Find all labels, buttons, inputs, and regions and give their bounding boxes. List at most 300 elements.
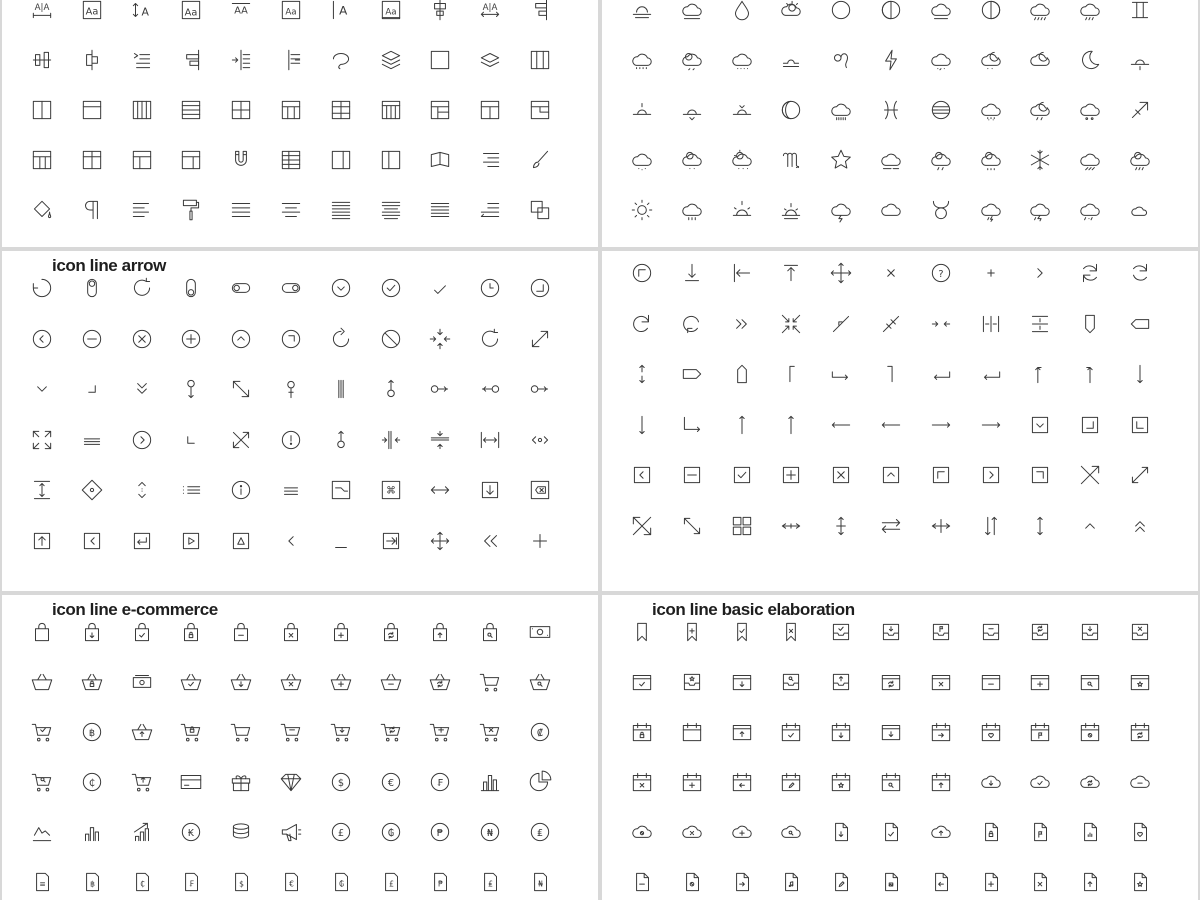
circle-chevron-left-icon — [29, 326, 55, 352]
chart-bars-icon — [477, 769, 503, 795]
svg-text:₣: ₣ — [437, 777, 444, 789]
dollar-coin-icon — [328, 769, 354, 795]
svg-text:₲: ₲ — [338, 879, 344, 889]
inbox-check-icon — [828, 619, 854, 645]
bookmark-check-icon — [729, 619, 755, 645]
circle-arrow-corner-icon — [278, 326, 304, 352]
scorpio-icon — [778, 147, 804, 173]
sunset-down-icon — [729, 97, 755, 123]
svg-text:₡: ₡ — [536, 727, 544, 739]
basket-x-icon — [278, 669, 304, 695]
calendar-heart-icon — [978, 719, 1004, 745]
inbox-refresh-icon — [1027, 619, 1053, 645]
toggle-off-icon — [228, 275, 254, 301]
chevron-up-icon — [1077, 513, 1103, 539]
grid-icon — [729, 513, 755, 539]
file-left-icon — [928, 869, 954, 895]
circle-arrow-out-icon — [527, 376, 553, 402]
square-corner-left-icon — [1127, 412, 1153, 438]
svg-text:₣: ₣ — [189, 879, 195, 889]
arrows-diverge-icon — [629, 513, 655, 539]
moon-half-icon — [878, 0, 904, 23]
split-horizontal-icon — [378, 427, 404, 453]
moon-new-icon — [828, 0, 854, 23]
svg-text:Aa: Aa — [285, 7, 297, 18]
raindrop-icon — [729, 0, 755, 23]
arrow-left-dashed-icon — [878, 412, 904, 438]
calendar-edit-icon — [778, 769, 804, 795]
gemini-icon — [1127, 0, 1153, 23]
backspace-icon — [527, 477, 553, 503]
bag-up-icon — [427, 619, 453, 645]
layout-many-col-icon — [378, 97, 404, 123]
calendar-down-icon — [828, 719, 854, 745]
cloud-upload-icon — [928, 819, 954, 845]
toggle-on-icon — [278, 275, 304, 301]
layout-header-two-icon — [79, 147, 105, 173]
file-image-icon — [878, 869, 904, 895]
align-left-text-icon — [129, 197, 155, 223]
distribute-left-icon — [29, 47, 55, 73]
layout-sidebar-icon — [527, 97, 553, 123]
receipt-dollar-icon — [228, 869, 254, 895]
inbox-up-icon — [828, 669, 854, 695]
browser-x-icon — [928, 669, 954, 695]
resize-diagonal-icon — [228, 376, 254, 402]
svg-text:₱: ₱ — [438, 879, 444, 889]
layout-cross-icon — [328, 97, 354, 123]
taurus-icon — [928, 197, 954, 223]
toggle-up-icon — [79, 275, 105, 301]
naira-coin-icon — [477, 819, 503, 845]
svg-text:₤: ₤ — [536, 827, 544, 839]
cloud-moon-icon — [1027, 47, 1053, 73]
file-edit-icon — [828, 869, 854, 895]
cart-x-icon — [477, 719, 503, 745]
browser-check-icon — [629, 669, 655, 695]
arrow-left-bar-icon — [729, 260, 755, 286]
square-corner-down-icon — [1077, 412, 1103, 438]
square-tab-icon — [378, 528, 404, 554]
pie-chart-icon — [527, 769, 553, 795]
pilcrow-icon — [79, 197, 105, 223]
square-chevron-down-icon — [1027, 412, 1053, 438]
bag-down-icon — [79, 619, 105, 645]
chevron-right-icon — [1027, 260, 1053, 286]
cash-icon — [129, 669, 155, 695]
equal-lines-icon — [79, 427, 105, 453]
receipt-guarani-icon — [328, 869, 354, 895]
layout-header-right-icon — [178, 147, 204, 173]
inbox-down-icon — [878, 619, 904, 645]
justify-full-icon — [427, 197, 453, 223]
browser-down-icon — [729, 669, 755, 695]
svg-text:₲: ₲ — [387, 827, 394, 839]
cart-search-icon — [29, 769, 55, 795]
cloud-sun-rain-icon — [928, 147, 954, 173]
pin-vertical-icon — [328, 427, 354, 453]
arrow-down-thin-icon — [1127, 361, 1153, 387]
basket-lock-icon — [79, 669, 105, 695]
return-icon — [978, 361, 1004, 387]
layout-header-split-icon — [477, 97, 503, 123]
text-size-icon — [129, 0, 155, 23]
bookmark-plus-icon — [679, 619, 705, 645]
square-play-icon — [178, 528, 204, 554]
cart-down-icon — [328, 719, 354, 745]
bag-check-icon — [129, 619, 155, 645]
text-frame-small-icon — [378, 0, 404, 23]
bag-lock-icon — [178, 619, 204, 645]
toggle-down-icon — [178, 275, 204, 301]
expand-dashed-icon — [1127, 462, 1153, 488]
double-chevron-right-icon — [729, 311, 755, 337]
sun-fog-icon — [778, 0, 804, 23]
file-plus-icon — [978, 869, 1004, 895]
panel-title: icon line basic elaboration — [652, 600, 855, 619]
move-horizontal-icon — [928, 513, 954, 539]
lira-coin-icon — [527, 819, 553, 845]
cart-lock-icon — [178, 719, 204, 745]
cloud-fog-icon — [928, 0, 954, 23]
cart-up-icon — [129, 769, 155, 795]
arrows-vertical-icon — [828, 513, 854, 539]
sagittarius-icon — [1127, 97, 1153, 123]
columns-icon — [527, 47, 553, 73]
layout-header-icon — [79, 97, 105, 123]
cart-full-icon — [477, 669, 503, 695]
layer-icon — [477, 47, 503, 73]
square-up-icon — [29, 528, 55, 554]
circle-clock-icon — [477, 275, 503, 301]
circle-corner-left-icon — [629, 260, 655, 286]
inbox-flag-icon — [928, 619, 954, 645]
svg-text:A: A — [141, 5, 149, 19]
calendar-lock-icon — [629, 719, 655, 745]
receipt-peso-icon — [427, 869, 453, 895]
panel-title: icon line e-commerce — [52, 600, 218, 619]
sunrise-arrow-icon — [729, 197, 755, 223]
megaphone-icon — [278, 819, 304, 845]
credit-card-icon — [178, 769, 204, 795]
circle-chevron-right-icon — [129, 427, 155, 453]
layout-rows-icon — [178, 97, 204, 123]
moon-crescent-icon — [1077, 47, 1103, 73]
circle-chevron-down-icon — [328, 275, 354, 301]
pound-coin-icon — [328, 819, 354, 845]
receipt-euro-icon — [278, 869, 304, 895]
arrow-down-dashed-icon — [629, 412, 655, 438]
chart-bar-icon — [79, 819, 105, 845]
basket-icon — [29, 669, 55, 695]
svg-text:₱: ₱ — [437, 827, 444, 839]
cloud-plus-icon — [729, 819, 755, 845]
arrows-cross-icon — [1077, 462, 1103, 488]
star-icon — [828, 147, 854, 173]
arrows-horizontal-icon — [427, 477, 453, 503]
arrow-up-icon — [778, 412, 804, 438]
chart-line-icon — [29, 819, 55, 845]
panel-weather-icons — [602, 0, 1198, 247]
layout-four-col-icon — [129, 97, 155, 123]
file-download-icon — [828, 819, 854, 845]
layout-two-col-icon — [29, 97, 55, 123]
arrow-up-dashed-icon — [729, 412, 755, 438]
file-flag-icon — [1027, 819, 1053, 845]
collapse-diagonal-icon — [828, 311, 854, 337]
arrow-right-dashed-icon — [978, 412, 1004, 438]
inbox-download-icon — [1077, 619, 1103, 645]
basket-down-icon — [228, 669, 254, 695]
circle-alert-icon — [278, 427, 304, 453]
bracket-down-icon — [778, 361, 804, 387]
text-frame-icon — [278, 0, 304, 23]
cart-icon — [228, 719, 254, 745]
rotate-cw-icon — [129, 275, 155, 301]
layout-split-icon — [427, 97, 453, 123]
square-triangle-icon — [228, 528, 254, 554]
menu-icon — [278, 477, 304, 503]
cloud-sleet-rain-icon — [1077, 197, 1103, 223]
cloud-small-icon — [1127, 197, 1153, 223]
circle-check-icon — [378, 275, 404, 301]
cloud-rain-drops-icon — [978, 97, 1004, 123]
align-right-object-icon — [527, 0, 553, 23]
double-chevron-left-icon — [477, 528, 503, 554]
cart-check-icon — [29, 719, 55, 745]
svg-text:A|A: A|A — [482, 2, 498, 13]
circle-arrow-right-icon — [427, 376, 453, 402]
justify-dense-icon — [328, 197, 354, 223]
panel-ecommerce-icons — [2, 595, 598, 900]
sunrise-icon — [679, 97, 705, 123]
square-return-icon — [129, 528, 155, 554]
rotate-dashed-icon — [29, 275, 55, 301]
inbox-x-icon — [1127, 619, 1153, 645]
layout-table-header-icon — [278, 97, 304, 123]
code-circle-icon — [527, 427, 553, 453]
gift-icon — [228, 769, 254, 795]
panel-arrow-icons — [2, 251, 598, 591]
check-icon — [427, 275, 453, 301]
cloud-snow-light-icon — [729, 47, 755, 73]
vertical-bars-icon — [328, 376, 354, 402]
file-up-icon — [1077, 869, 1103, 895]
arrow-down-bar-icon — [679, 260, 705, 286]
bag-minus-icon — [228, 619, 254, 645]
panel-text-layout-icons — [2, 0, 598, 247]
square-x-icon — [828, 462, 854, 488]
svg-text:≡: ≡ — [39, 879, 46, 889]
bag-plus-icon — [328, 619, 354, 645]
resize-dashed-icon — [679, 513, 705, 539]
receipt-lira-icon — [477, 869, 503, 895]
cloud-sleet-icon — [928, 47, 954, 73]
arrow-down-right-icon — [679, 412, 705, 438]
magnet-icon — [228, 147, 254, 173]
expand-horizontal-icon — [477, 427, 503, 453]
arrows-horizontal-dashed-icon — [778, 513, 804, 539]
svg-text:⌘: ⌘ — [385, 485, 396, 497]
reload-dashed-icon — [679, 311, 705, 337]
layout-left-narrow-icon — [328, 147, 354, 173]
calendar-right-icon — [928, 719, 954, 745]
align-right-bar-icon — [178, 47, 204, 73]
cloud-rain-lines-icon — [828, 97, 854, 123]
svg-text:Aa: Aa — [185, 7, 198, 19]
receipt-franc-icon — [178, 869, 204, 895]
svg-text:₦: ₦ — [538, 879, 543, 889]
cloud-lightning-icon — [828, 197, 854, 223]
file-check-icon — [878, 819, 904, 845]
text-width-icon — [228, 0, 254, 23]
svg-text:AA: AA — [234, 5, 248, 17]
cloud-icon — [878, 197, 904, 223]
browser-refresh-icon — [878, 669, 904, 695]
basket-up-icon — [129, 719, 155, 745]
cart-refresh-icon — [378, 719, 404, 745]
corner-down-left-icon — [178, 427, 204, 453]
brush-icon — [527, 147, 553, 173]
square-down-icon — [477, 477, 503, 503]
file-ban-icon — [679, 869, 705, 895]
file-heart-icon — [1127, 819, 1153, 845]
peso-coin-icon — [427, 819, 453, 845]
baht-coin-icon — [79, 719, 105, 745]
calendar-search-icon — [878, 769, 904, 795]
svg-text:£: £ — [337, 827, 344, 839]
cloud-moon-rain-icon — [1027, 97, 1053, 123]
calendar-star-icon — [828, 769, 854, 795]
sunset-small-icon — [1127, 47, 1153, 73]
reload-icon — [629, 311, 655, 337]
sun-horizon-icon — [778, 197, 804, 223]
calendar-x-icon — [629, 769, 655, 795]
svg-text:$: $ — [337, 777, 344, 789]
fit-vertical-icon — [1027, 311, 1053, 337]
cloud-snow-sun-icon — [679, 147, 705, 173]
cloud-moon-snow-icon — [978, 47, 1004, 73]
cross-arrows-icon — [228, 427, 254, 453]
book-open-icon — [427, 147, 453, 173]
cloud-x-icon — [679, 819, 705, 845]
layout-header-three-icon — [29, 147, 55, 173]
layout-header-col-icon — [129, 147, 155, 173]
browser-search-icon — [1077, 669, 1103, 695]
file-music-icon — [778, 869, 804, 895]
circle-plus-icon — [178, 326, 204, 352]
cloud-wind-icon — [878, 147, 904, 173]
move-icon — [427, 528, 453, 554]
calendar-plus-icon — [679, 769, 705, 795]
arrow-left-circle-icon — [477, 376, 503, 402]
inbox-star-icon — [679, 669, 705, 695]
list-icon — [178, 477, 204, 503]
diamond-move-icon — [79, 477, 105, 503]
tag-up-icon — [729, 361, 755, 387]
inbox-search-icon — [778, 669, 804, 695]
align-center-text-icon — [278, 197, 304, 223]
lasso-icon — [328, 47, 354, 73]
svg-text:฿: ฿ — [89, 879, 95, 889]
svg-text:฿: ฿ — [88, 727, 95, 739]
cloud-sync-icon — [1077, 769, 1103, 795]
square-minus-icon — [679, 462, 705, 488]
pin-arrow-up-icon — [378, 376, 404, 402]
square-plus-icon — [778, 462, 804, 488]
align-right-text-icon — [477, 147, 503, 173]
svg-text:€: € — [289, 879, 294, 889]
circle-minus-icon — [79, 326, 105, 352]
sync-dashed-icon — [1127, 260, 1153, 286]
kip-coin-icon — [178, 819, 204, 845]
browser-minus-icon — [978, 669, 1004, 695]
sync-icon — [1077, 260, 1103, 286]
cedi-coin-icon — [79, 769, 105, 795]
cart-plus-icon — [427, 719, 453, 745]
arrow-up-left-curve-icon — [1077, 361, 1103, 387]
circle-help-icon — [928, 260, 954, 286]
svg-text:A: A — [338, 3, 348, 18]
inbox-minus-icon — [978, 619, 1004, 645]
calendar-up-icon — [928, 769, 954, 795]
svg-text:$: $ — [239, 879, 245, 889]
receipt-pound-icon — [378, 869, 404, 895]
guarani-coin-icon — [378, 819, 404, 845]
svg-text:₦: ₦ — [487, 827, 494, 839]
indent-right-icon — [228, 47, 254, 73]
coins-icon — [228, 819, 254, 845]
expand-diagonal-icon — [527, 326, 553, 352]
svg-text:£: £ — [388, 879, 394, 889]
bookmark-icon — [629, 619, 655, 645]
justify-lines-icon — [378, 197, 404, 223]
plus-icon — [527, 528, 553, 554]
cloud-ban-icon — [629, 819, 655, 845]
svg-text:₵: ₵ — [139, 879, 145, 889]
file-chart-icon — [1077, 819, 1103, 845]
circle-x-icon — [129, 326, 155, 352]
cloud-rain-heavy-icon — [1027, 0, 1053, 23]
tag-down-icon — [1077, 311, 1103, 337]
svg-text:₭: ₭ — [188, 827, 195, 839]
bag-x-icon — [278, 619, 304, 645]
basket-search-icon — [527, 669, 553, 695]
chart-growth-icon — [129, 819, 155, 845]
cloud-bolt-icon — [978, 197, 1004, 223]
circle-corner-icon — [527, 275, 553, 301]
layers-icon — [378, 47, 404, 73]
leo-icon — [828, 47, 854, 73]
basket-check-icon — [178, 669, 204, 695]
justify-icon — [228, 197, 254, 223]
libra-icon — [778, 47, 804, 73]
diamond-icon — [278, 769, 304, 795]
square-icon — [427, 47, 453, 73]
fog-icon — [629, 0, 655, 23]
sun-cloud-snow-icon — [729, 147, 755, 173]
franc-coin-icon — [427, 769, 453, 795]
expand-corners-icon — [29, 427, 55, 453]
calendar-flag-icon — [1027, 719, 1053, 745]
square-chevron-up-icon — [878, 462, 904, 488]
bag-refresh-icon — [378, 619, 404, 645]
cloud-drizzle-icon — [629, 47, 655, 73]
arrow-up-bar-icon — [778, 260, 804, 286]
svg-text:₵: ₵ — [88, 777, 95, 789]
sun-cloud-rain-icon — [679, 47, 705, 73]
close-icon — [878, 260, 904, 286]
